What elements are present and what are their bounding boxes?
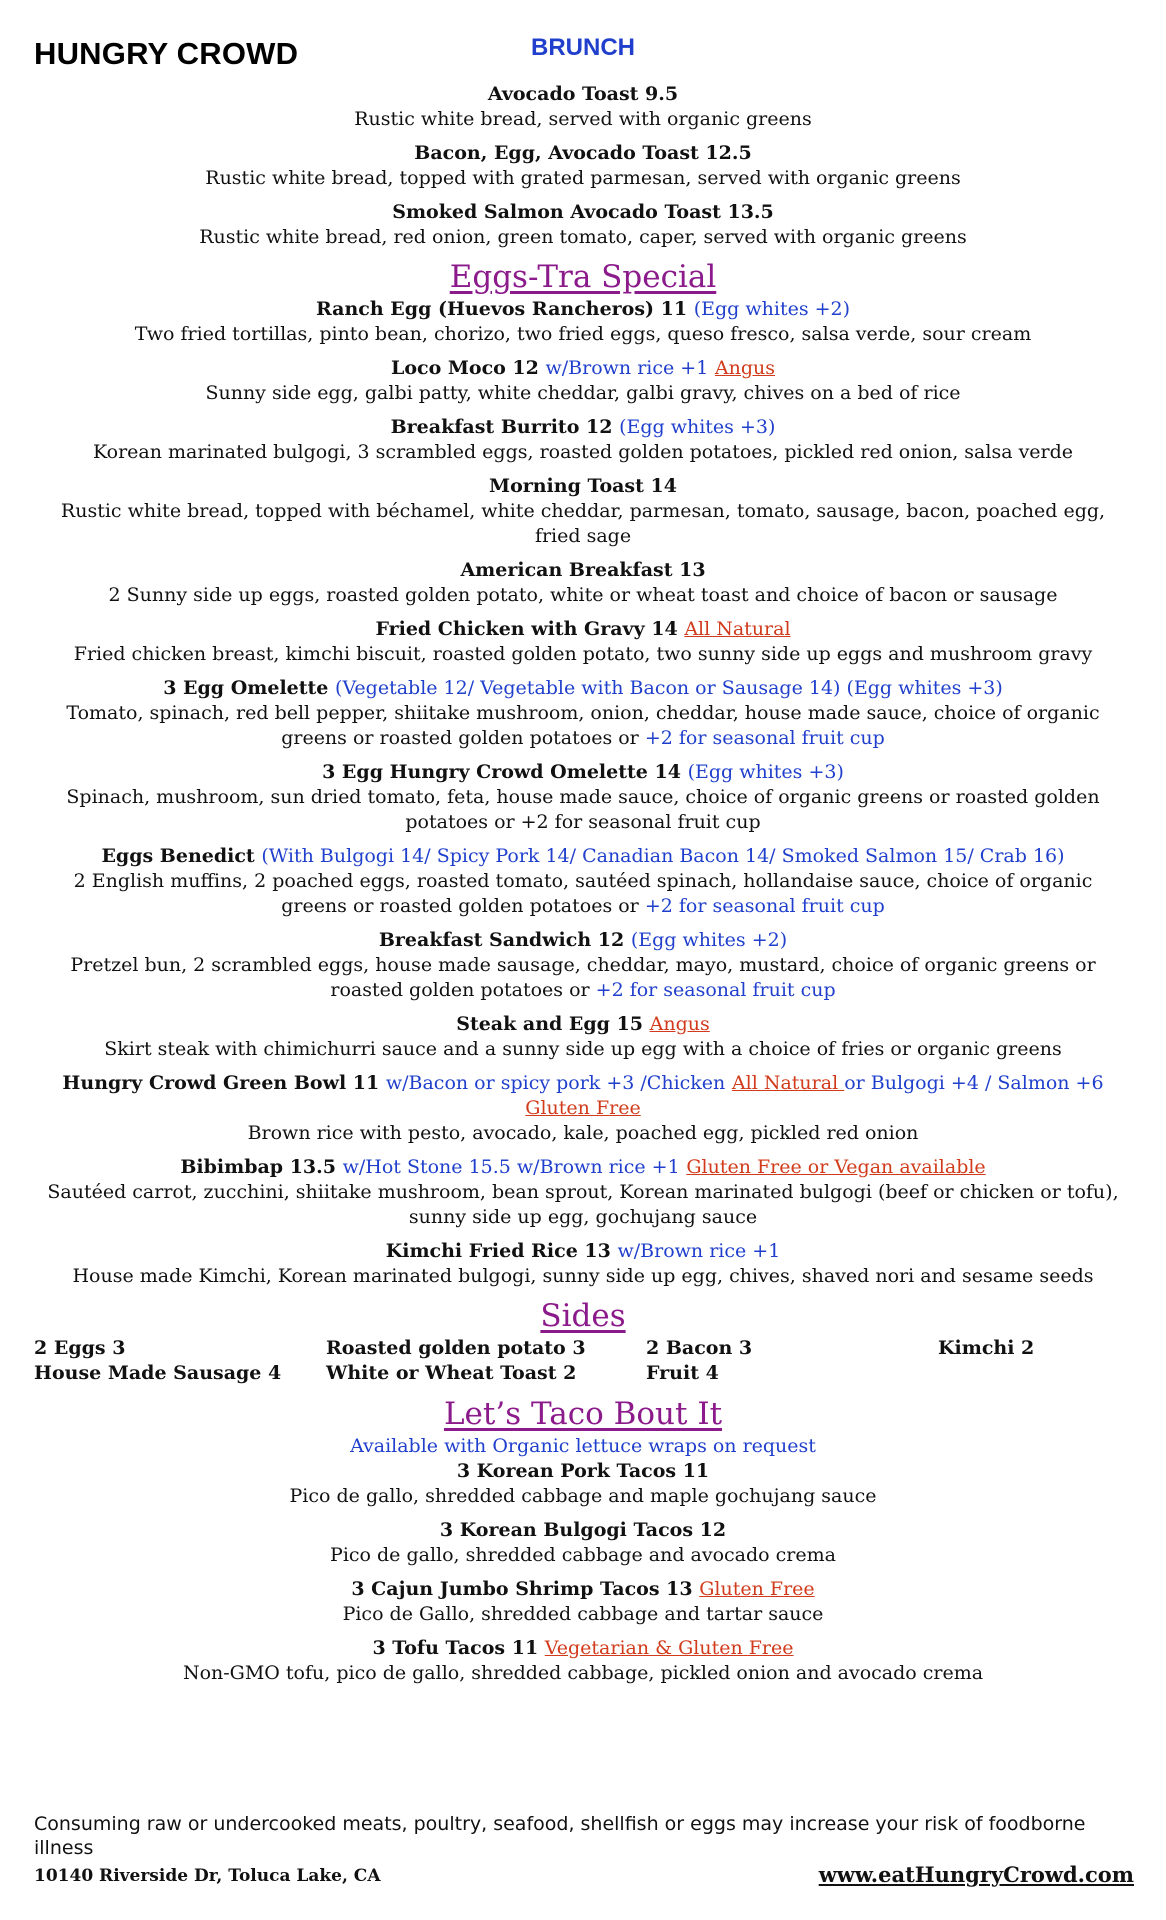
menu-item-omelette (40, 676, 1126, 751)
item-name: Fried Chicken with Gravy 14 (375, 618, 678, 640)
item-tag: Gluten Free or Vegan available (686, 1156, 986, 1178)
item-option: (Egg whites +3) (687, 761, 844, 783)
menu-body (34, 82, 1126, 1695)
section-title-text: Eggs-Tra Special (449, 259, 717, 295)
item-desc: 2 Sunny side up eggs, roasted golden potato, white or wheat toast and choice of bacon or sausage (108, 584, 1058, 606)
side-item: 2 Bacon 3 (646, 1337, 753, 1359)
item-tag: Angus (649, 1013, 710, 1035)
item-tag: Gluten Free (525, 1097, 641, 1119)
item-name: Loco Moco 12 (390, 357, 539, 379)
item-desc: 2 English muffins, 2 poached eggs, roasted tomato, sautéed spinach, hollandaise sauce, choice of organic greens or roasted golden potatoes or (73, 870, 1093, 917)
menu-item (40, 82, 1126, 132)
item-name: 3 Korean Bulgogi Tacos 12 (439, 1519, 727, 1541)
section-title-tacos (40, 1396, 1126, 1432)
item-desc: Two fried tortillas, pinto bean, chorizo, two fried eggs, queso fresco, salsa verde, sour cream (134, 323, 1032, 345)
item-name: Hungry Crowd Green Bowl 11 (62, 1072, 380, 1094)
sides-grid (34, 1336, 1126, 1386)
menu-item-ranch-egg (40, 297, 1126, 347)
item-desc: Brown rice with pesto, avocado, kale, poached egg, pickled red onion (247, 1122, 919, 1144)
side-item: Fruit 4 (646, 1362, 719, 1384)
item-name: Eggs Benedict (101, 845, 255, 867)
restaurant-address: 10140 Riverside Dr, Toluca Lake, CA (34, 1866, 381, 1886)
menu-item-tofu-tacos (40, 1636, 1126, 1686)
item-name: Bacon, Egg, Avocado Toast 12.5 (414, 142, 752, 164)
side-item: White or Wheat Toast 2 (326, 1362, 577, 1384)
item-desc: Spinach, mushroom, sun dried tomato, feta, house made sauce, choice of organic greens or roasted golden potatoes or +2 for seasonal fruit cup (66, 786, 1100, 833)
item-tag: Gluten Free (699, 1578, 815, 1600)
item-name: Avocado Toast 9.5 (487, 83, 679, 105)
section-title-sides (40, 1298, 1126, 1334)
menu-item-breakfast-sandwich (40, 928, 1126, 1003)
section-title-text: Sides (540, 1298, 626, 1334)
menu-item-kimchi-fried-rice (40, 1239, 1126, 1289)
item-name: Breakfast Burrito 12 (390, 416, 613, 438)
item-option: w/Hot Stone 15.5 w/Brown rice +1 (342, 1156, 680, 1178)
menu-item-morning-toast (40, 474, 1126, 549)
item-desc: Skirt steak with chimichurri sauce and a sunny side up egg with a choice of fries or organic greens (104, 1038, 1062, 1060)
menu-item-steak-and-egg (40, 1012, 1126, 1062)
menu-item-american-breakfast (40, 558, 1126, 608)
item-desc: Sunny side egg, galbi patty, white cheddar, galbi gravy, chives on a bed of rice (205, 382, 961, 404)
menu-item-loco-moco (40, 356, 1126, 406)
item-name: 3 Korean Pork Tacos 11 (456, 1460, 710, 1482)
item-name: Morning Toast 14 (489, 475, 677, 497)
menu-item-shrimp-tacos (40, 1577, 1126, 1627)
item-option: (Vegetable 12/ Vegetable with Bacon or Sausage 14) (Egg whites +3) (335, 677, 1003, 699)
item-name: 3 Egg Omelette (163, 677, 329, 699)
item-desc: Non-GMO tofu, pico de gallo, shredded cabbage, pickled onion and avocado crema (182, 1662, 984, 1684)
tacos-note: Available with Organic lettuce wraps on request (350, 1435, 816, 1457)
item-name: American Breakfast 13 (460, 559, 706, 581)
item-name: 3 Egg Hungry Crowd Omelette 14 (322, 761, 681, 783)
menu-item-fried-chicken (40, 617, 1126, 667)
item-tag: Angus (714, 357, 776, 379)
item-desc: Rustic white bread, red onion, green tomato, caper, served with organic greens (199, 226, 967, 248)
item-desc: Tomato, spinach, red bell pepper, shiitake mushroom, onion, cheddar, house made sauce, choice of organic greens or roasted golden potatoes or (66, 702, 1100, 749)
food-safety-warning: Consuming raw or undercooked meats, poultry, seafood, shellfish or eggs may increase your risk of foodborne illness (34, 1813, 1086, 1859)
menu-title: BRUNCH (531, 34, 635, 61)
item-name: Smoked Salmon Avocado Toast 13.5 (392, 201, 774, 223)
item-name: Bibimbap 13.5 (180, 1156, 336, 1178)
item-name: Breakfast Sandwich 12 (378, 929, 625, 951)
menu-item (40, 141, 1126, 191)
item-desc: Pico de Gallo, shredded cabbage and tartar sauce (342, 1603, 824, 1625)
side-item: Kimchi 2 (938, 1337, 1035, 1359)
item-desc: Pico de gallo, shredded cabbage and maple gochujang sauce (289, 1485, 877, 1507)
item-tag: All Natural (731, 1072, 845, 1094)
item-name: Kimchi Fried Rice 13 (385, 1240, 611, 1262)
item-name: Steak and Egg 15 (456, 1013, 644, 1035)
item-option: w/Brown rice +1 (617, 1240, 781, 1262)
menu-item-eggs-benedict (40, 844, 1126, 919)
item-option: (With Bulgogi 14/ Spicy Pork 14/ Canadian Bacon 14/ Smoked Salmon 15/ Crab 16) (261, 845, 1065, 867)
menu-item-bulgogi-tacos (40, 1518, 1126, 1568)
item-desc: Rustic white bread, topped with grated parmesan, served with organic greens (205, 167, 961, 189)
item-tag: All Natural (684, 618, 791, 640)
item-option: or Bulgogi +4 / Salmon +6 (844, 1072, 1104, 1094)
item-desc: Rustic white bread, served with organic greens (354, 108, 812, 130)
website-link[interactable]: www.eatHungryCrowd.com (818, 1862, 1134, 1887)
item-desc-option: +2 for seasonal fruit cup (644, 727, 885, 749)
item-desc: Pico de gallo, shredded cabbage and avocado crema (330, 1544, 836, 1566)
menu-item-hc-omelette (40, 760, 1126, 835)
side-item: 2 Eggs 3 (34, 1337, 126, 1359)
item-option: (Egg whites +2) (630, 929, 788, 951)
item-tag: Vegetarian & Gluten Free (544, 1637, 794, 1659)
side-item (938, 1361, 1138, 1386)
item-option: w/Bacon or spicy pork +3 /Chicken (385, 1072, 726, 1094)
item-option: w/Brown rice +1 (545, 357, 709, 379)
menu-item-green-bowl (40, 1071, 1126, 1146)
menu-item (40, 200, 1126, 250)
item-desc: Fried chicken breast, kimchi biscuit, roasted golden potato, two sunny side up eggs and mushroom gravy (73, 643, 1093, 665)
item-desc: Rustic white bread, topped with béchamel, white cheddar, parmesan, tomato, sausage, bacon, poached egg, fried sage (60, 500, 1106, 547)
side-item: House Made Sausage 4 (34, 1362, 282, 1384)
item-desc: Sautéed carrot, zucchini, shiitake mushroom, bean sprout, Korean marinated bulgogi (beef or chicken or tofu), sunny side up egg, gochujang sauce (47, 1181, 1119, 1228)
item-desc: House made Kimchi, Korean marinated bulgogi, sunny side up egg, chives, shaved nori and sesame seeds (72, 1265, 1094, 1287)
item-option: (Egg whites +3) (619, 416, 776, 438)
item-desc-option: +2 for seasonal fruit cup (595, 979, 836, 1001)
item-name: Ranch Egg (Huevos Rancheros) 11 (315, 298, 688, 320)
restaurant-name: HUNGRY CROWD (34, 36, 299, 71)
item-name: 3 Tofu Tacos 11 (372, 1637, 539, 1659)
section-title-text: Let’s Taco Bout It (443, 1396, 723, 1432)
menu-item-breakfast-burrito (40, 415, 1126, 465)
menu-item-pork-tacos (40, 1459, 1126, 1509)
item-desc-option: +2 for seasonal fruit cup (644, 895, 885, 917)
item-option: (Egg whites +2) (693, 298, 851, 320)
menu-item-bibimbap (40, 1155, 1126, 1230)
item-name: 3 Cajun Jumbo Shrimp Tacos 13 (351, 1578, 693, 1600)
section-title-eggs-special (40, 259, 1126, 295)
item-desc: Pretzel bun, 2 scrambled eggs, house made sausage, cheddar, mayo, mustard, choice of organic greens or roasted golden potatoes or (70, 954, 1096, 1001)
side-item: Roasted golden potato 3 (326, 1337, 586, 1359)
item-desc: Korean marinated bulgogi, 3 scrambled eggs, roasted golden potatoes, pickled red onion, salsa verde (92, 441, 1074, 463)
